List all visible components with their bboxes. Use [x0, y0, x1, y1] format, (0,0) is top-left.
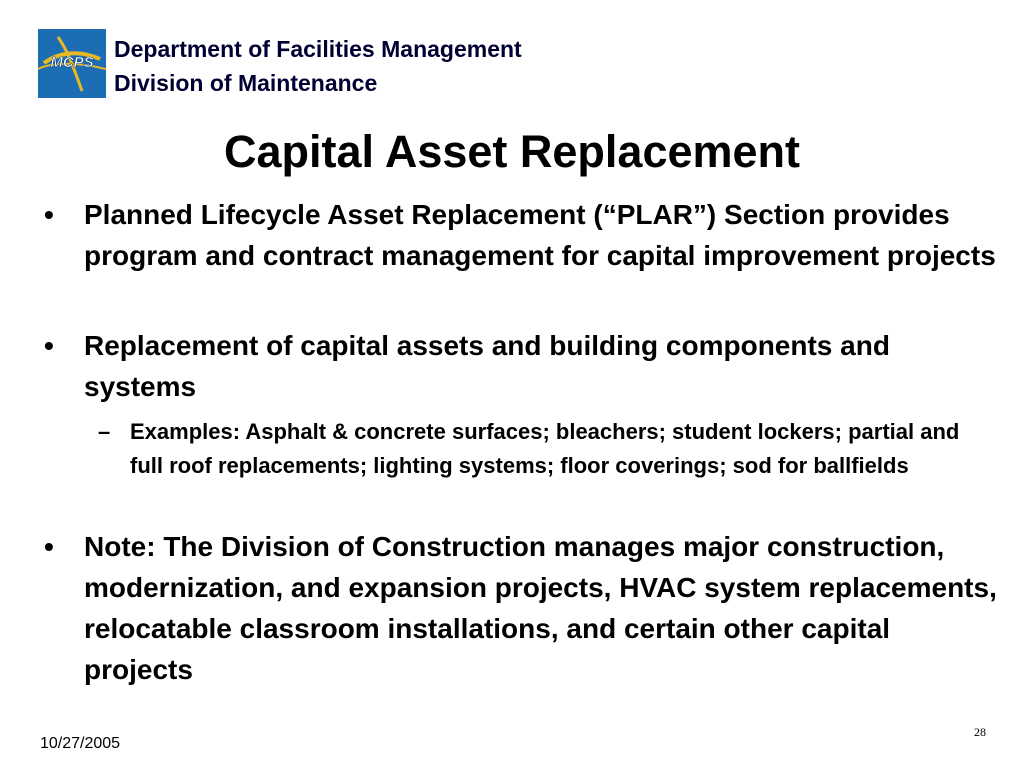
- slide-title: Capital Asset Replacement: [223, 126, 801, 177]
- page-number: 28: [974, 725, 986, 739]
- footer-date: 10/27/2005: [40, 735, 121, 752]
- sub-bullet-text: Examples: Asphalt & concrete surfaces; bleachers; student lockers; partial and full roof replacements; lighting systems; floor coverings; sod for ballfields: [130, 419, 960, 478]
- bullet-dot: •: [44, 330, 54, 361]
- sub-bullet-dash: –: [98, 419, 111, 444]
- bullet-text: Planned Lifecycle Asset Replacement (“PLAR”) Section provides program and contract management for capital improvement projects: [84, 199, 996, 271]
- bullet-dot: •: [44, 199, 54, 230]
- bullet-dot: •: [44, 531, 54, 562]
- bullet-text: Replacement of capital assets and building components and systems: [84, 330, 890, 402]
- department-name: Department of Facilities Management: [114, 36, 522, 62]
- bullet-text: Note: The Division of Construction manages major construction, modernization, and expansion projects, HVAC system replacements, relocatable classroom installations, and certain other capital projects: [84, 531, 997, 685]
- division-name: Division of Maintenance: [114, 70, 378, 96]
- logo-text: MCPS: [50, 54, 94, 71]
